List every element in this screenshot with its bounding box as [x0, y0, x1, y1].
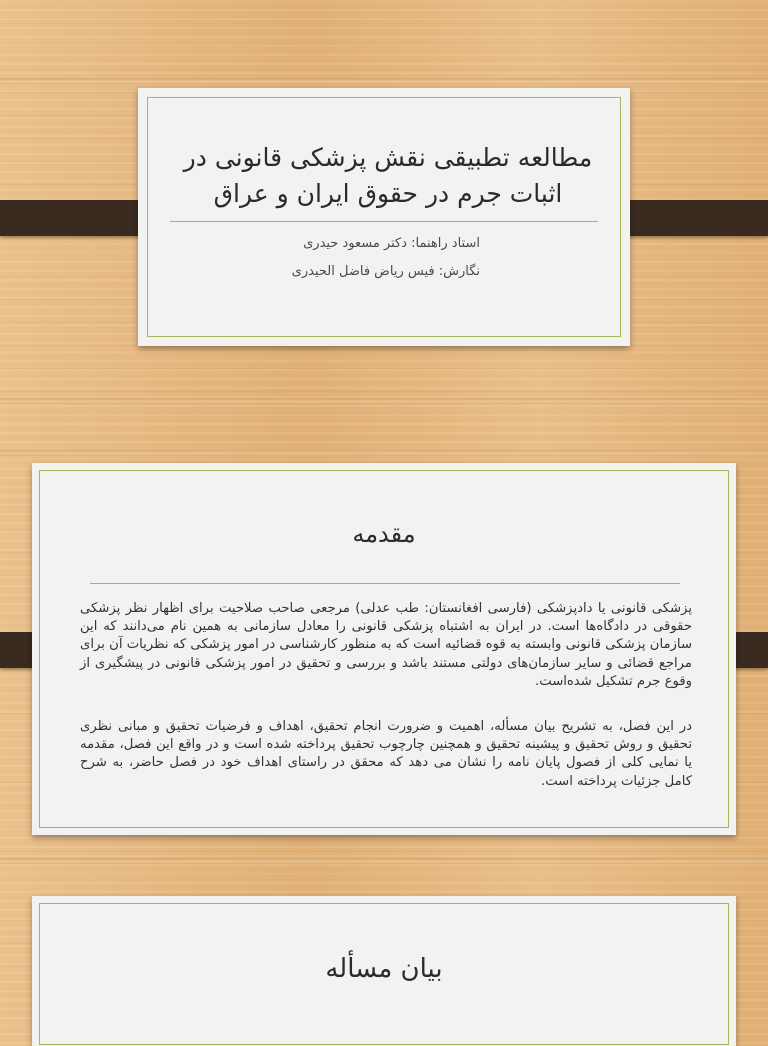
title-divider [170, 221, 598, 222]
author-line: نگارش: فیس ریاض فاضل الحیدری [291, 264, 480, 279]
introduction-paragraph-2: در این فصل، به تشریح بیان مسأله، اهمیت و ضرورت انجام تحقیق، اهداف و فرضیات تحقیق و مبانی نظری تحقیق و روش تحقیق و پیشینه تحقیق و همچنین چارچوب تحقیق پرداخته شده است و در واقع این فصل، مقدمه یا نمایی کلی از فصول پایان نامه را نشان می دهد که محقق در راستای اهداف خود در فصل حاضر، به شرح کامل جزئیات پرداخته است. [80, 719, 692, 789]
wood-band [0, 398, 768, 404]
introduction-paragraph-1: پزشکی قانونی یا دادپزشکی (فارسی افغانستان: طب عدلی) مرجعی صاحب صلاحیت برای اظهار نظر پزشکی حقوقی در دادگاه‌ها است. در ایران به اشتباه پزشکی قانونی را معادل سازمانی به همین نام می‌دانند که این سازمان پزشکی قانونی وابسته به قوه قضائیه است که به منظور کارشناسی در امور پزشکی که نظریات آن برای مراجع قضائی و سایر سازمان‌های دولتی مستند باشد و بررسی و تحقیق در امور پزشکی قانونی در پیشگیری از وقوع جرم تشکیل شده‌است. [80, 601, 692, 689]
slide-frame [147, 97, 621, 337]
wood-band [0, 450, 768, 456]
slide-tab-right [612, 200, 768, 236]
wood-band [0, 78, 768, 84]
advisor-line: استاد راهنما: دکتر مسعود حیدری [303, 236, 480, 251]
wood-band [0, 858, 768, 864]
introduction-divider [90, 583, 680, 584]
slide-tab-left [0, 200, 154, 236]
title-line-2: اثبات جرم در حقوق ایران و عراق [213, 179, 563, 208]
title-slide[interactable] [138, 88, 630, 346]
title-line-1: مطالعه تطبیقی نقش پزشکی قانونی در [183, 143, 593, 172]
problem-statement-heading: بیان مسأله [325, 954, 443, 984]
presentation-title [150, 140, 626, 212]
introduction-heading: مقدمه [352, 520, 416, 548]
